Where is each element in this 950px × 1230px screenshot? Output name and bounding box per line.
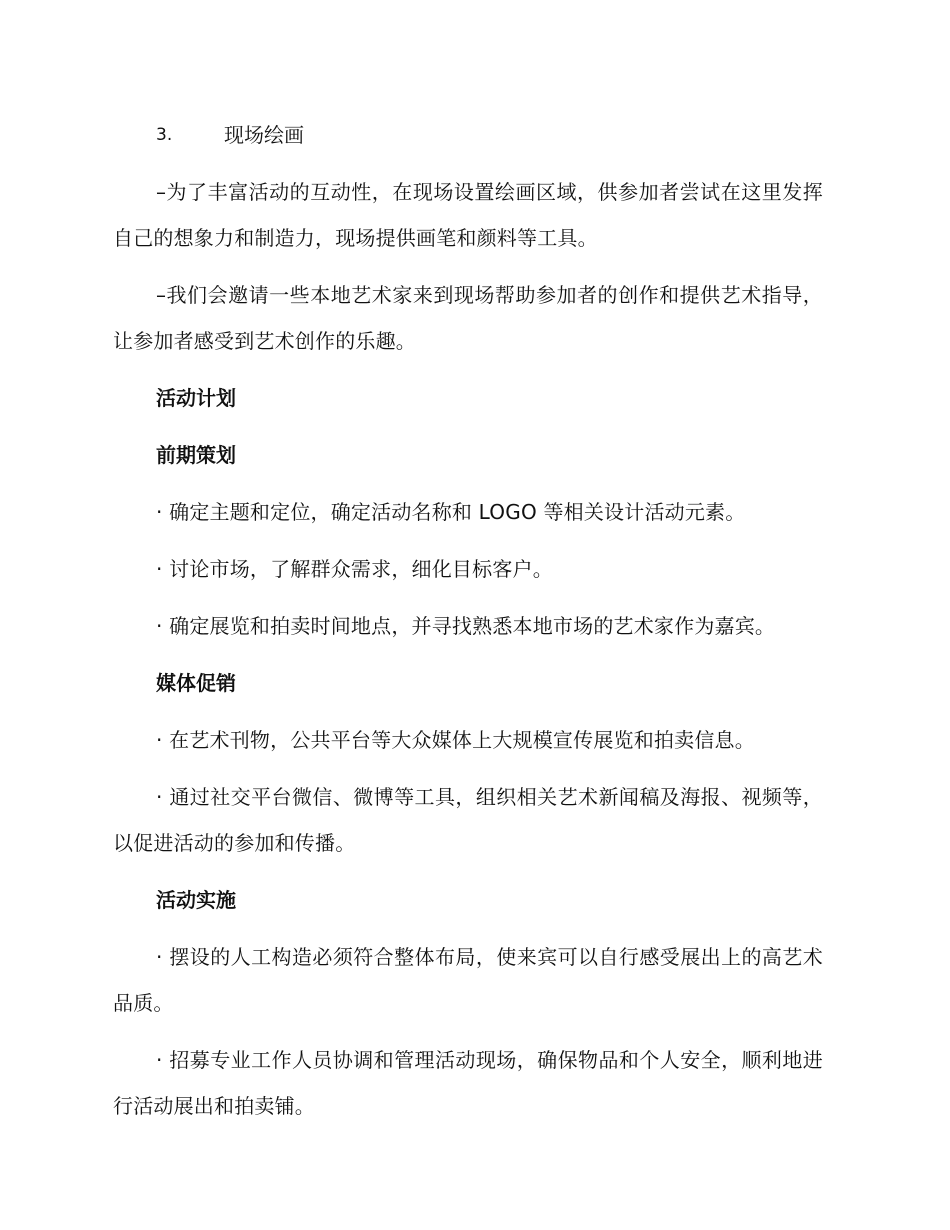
bullet-staff-recruitment: · 招募专业工作人员协调和管理活动现场，确保物品和个人安全，顺利地进行活动展出和拍卖铺。 — [113, 1048, 823, 1118]
heading-media-promotion: 媒体促销 — [156, 671, 236, 695]
section-title: 现场绘画 — [224, 123, 304, 147]
section-number: 3. — [156, 125, 173, 145]
bullet-time-location: · 确定展览和拍卖时间地点，并寻找熟悉本地市场的艺术家作为嘉宾。 — [156, 614, 776, 638]
bullet-layout-structure: · 摆设的人工构造必须符合整体布局，使来宾可以自行感受展出上的高艺术品质。 — [113, 945, 823, 1015]
paragraph-artist-guidance: –我们会邀请一些本地艺术家来到现场帮助参加者的创作和提供艺术指导，让参加者感受到艺术创作的乐趣。 — [113, 283, 823, 353]
bullet-theme-positioning: · 确定主题和定位，确定活动名称和 LOGO 等相关设计活动元素。 — [156, 500, 746, 524]
heading-event-execution: 活动实施 — [156, 888, 236, 912]
bullet-social-platforms: · 通过社交平台微信、微博等工具，组织相关艺术新闻稿及海报、视频等，以促进活动的参加和传播。 — [113, 785, 823, 855]
heading-early-planning: 前期策划 — [156, 443, 236, 467]
bullet-mass-media: · 在艺术刊物，公共平台等大众媒体上大规模宣传展览和拍卖信息。 — [156, 728, 755, 752]
document-body — [113, 112, 823, 1140]
section-heading — [113, 112, 823, 158]
heading-activity-plan: 活动计划 — [156, 386, 236, 410]
paragraph-drawing-area: –为了丰富活动的互动性，在现场设置绘画区域，供参加者尝试在这里发挥自己的想象力和制造力，现场提供画笔和颜料等工具。 — [113, 180, 823, 250]
bullet-market-discussion: · 讨论市场，了解群众需求，细化目标客户。 — [156, 557, 553, 581]
